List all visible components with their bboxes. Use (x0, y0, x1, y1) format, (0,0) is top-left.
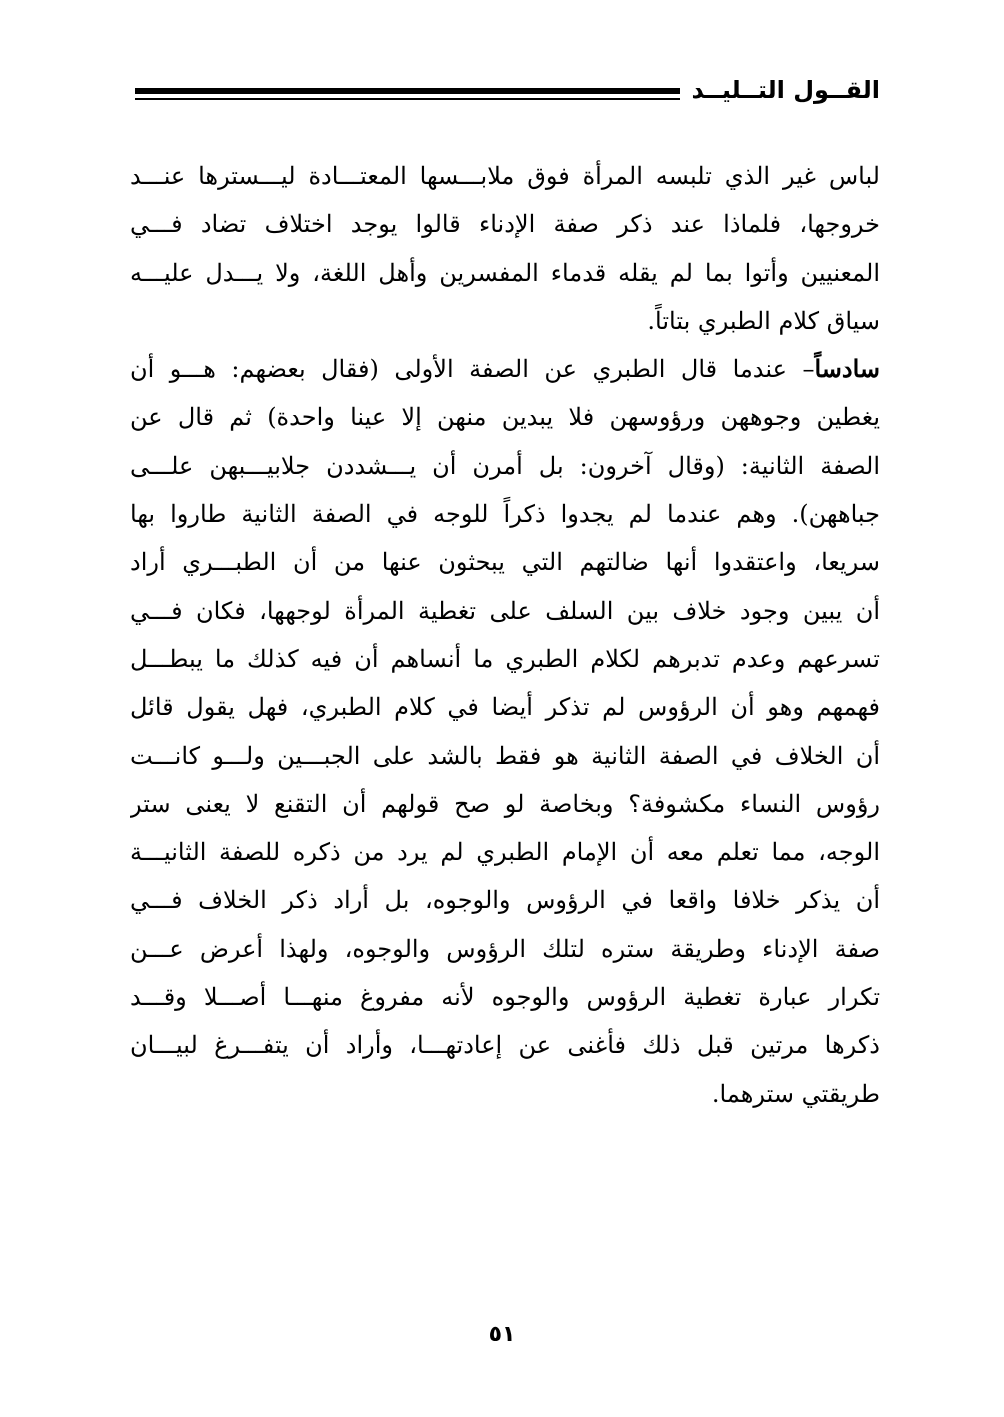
text-line: فهمهم وهو أن الرؤوس لم تذكر أيضا في كلام الطبري، فهل يقول قائل (130, 693, 880, 722)
header-rule-thick (135, 88, 680, 94)
text-line: سريعا، واعتقدوا أنها ضالتهم التي يبحثون عنها من أن الطبـــري أراد (130, 548, 880, 577)
text-line: تكرار عبارة تغطية الرؤوس والوجوه لأنه مفروغ منهـــا أصـــلا وقـــد (130, 983, 880, 1012)
section-lead: سادساً (814, 354, 880, 384)
text-line: رؤوس النساء مكشوفة؟ وبخاصة لو صح قولهم أن التقنع لا يعنى ستر (130, 789, 880, 818)
text-line: الوجه، مما تعلم معه أن الإمام الطبري لم يرد من ذكره للصفة الثانيـــة (130, 838, 880, 867)
text-line: سياق كلام الطبري بتاتاً. (647, 306, 880, 335)
page-header (130, 70, 880, 110)
text-line: صفة الإدناء وطريقة ستره لتلك الرؤوس والوجوه، ولهذا أعرض عـــن (130, 934, 880, 963)
text-line: طريقتي سترهما. (711, 1079, 880, 1108)
text-line: أن الخلاف في الصفة الثانية هو فقط بالشد على الجبـــين ولـــو كانـــت (130, 741, 880, 770)
text-line: المعنيين وأتوا بما لم يقله قدماء المفسرين وأهل اللغة، ولا يـــدل عليـــه (130, 258, 880, 287)
text-line-with-lead (130, 345, 880, 393)
text-line: أن يذكر خلافا واقعا في الرؤوس والوجوه، بل أراد ذكر الخلاف فـــي (130, 886, 880, 915)
text-line: الصفة الثانية: (وقال آخرون: بل أمرن أن يـــشددن جلابيـــبهن علـــى (130, 451, 880, 480)
text-line: يغطين وجوههن ورؤوسهن فلا يبدين منهن إلا عينا واحدة) ثم قال عن (130, 403, 880, 432)
section-lead-rest: – عندما قال الطبري عن الصفة الأولى (فقال بعضهم: هـــو أن (130, 355, 815, 384)
text-line: ذكرها مرتين قبل ذلك فأغنى عن إعادتهـــا، وأراد أن يتفـــرغ لبيـــان (130, 1031, 880, 1060)
text-line: لباس غير الذي تلبسه المرأة فوق ملابـــسها المعتـــادة ليـــسترها عنـــد (130, 162, 880, 190)
text-line: تسرعهم وعدم تدبرهم لكلام الطبري ما أنساهم أن فيه كذلك ما يبطـــل (130, 644, 880, 673)
body-text (130, 152, 880, 1118)
text-line: خروجها، فلماذا عند ذكر صفة الإدناء قالوا يوجد اختلاف تضاد فـــي (130, 210, 880, 239)
page-number: ٥١ (488, 1322, 516, 1347)
text-line: جباههن). وهم عندما لم يجدوا ذكراً للوجه في الصفة الثانية طاروا بها (130, 500, 880, 529)
text-line: أن يبين وجود خلاف بين السلف على تغطية المرأة لوجهها، فكان فـــي (130, 596, 880, 625)
running-title: القــول التــليــد (691, 76, 880, 104)
header-rule-thin (135, 98, 680, 100)
